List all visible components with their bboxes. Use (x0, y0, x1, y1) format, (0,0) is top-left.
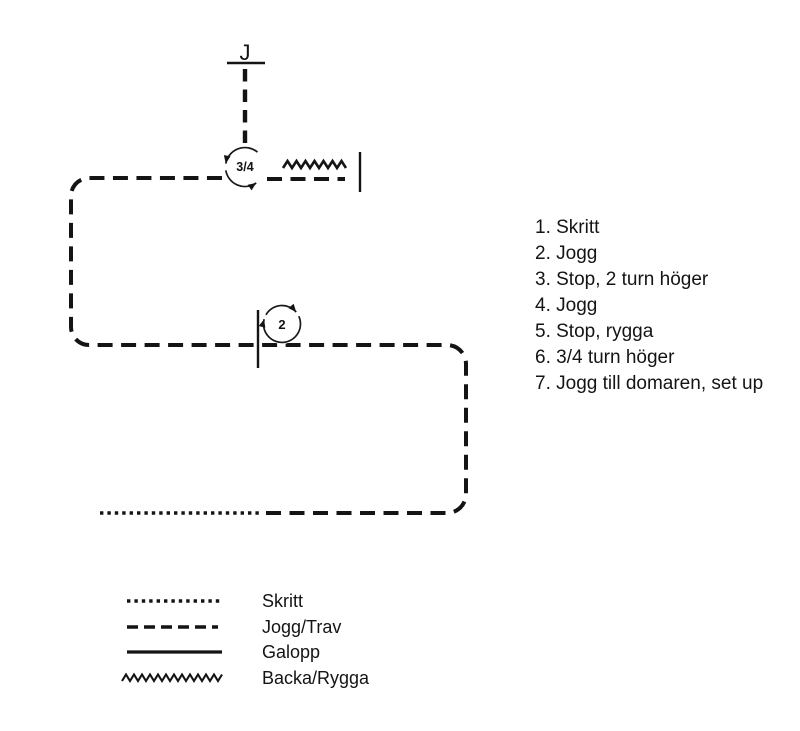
legend-line-backa-rygga (122, 675, 222, 682)
instruction-item: 6. 3/4 turn höger (535, 347, 675, 368)
instruction-item: 2. Jogg (535, 243, 598, 264)
jog-course-path (71, 178, 466, 513)
instruction-item: 5. Stop, rygga (535, 321, 654, 342)
turn-34-label: 3/4 (236, 160, 254, 174)
legend-label-galopp: Galopp (262, 642, 321, 662)
judge-label: J (239, 40, 251, 65)
legend-label-skritt: Skritt (262, 591, 304, 611)
instruction-item: 4. Jogg (535, 295, 598, 316)
backup-zigzag (283, 161, 346, 168)
spin-2-label: 2 (278, 317, 286, 332)
legend-label-jogg-trav: Jogg/Trav (262, 617, 342, 637)
instruction-list (535, 215, 763, 397)
instruction-item: 1. Skritt (535, 217, 600, 238)
instruction-item: 7. Jogg till domaren, set up (535, 373, 764, 394)
instruction-item: 3. Stop, 2 turn höger (535, 269, 709, 290)
legend-label-backa-rygga: Backa/Rygga (262, 668, 370, 688)
